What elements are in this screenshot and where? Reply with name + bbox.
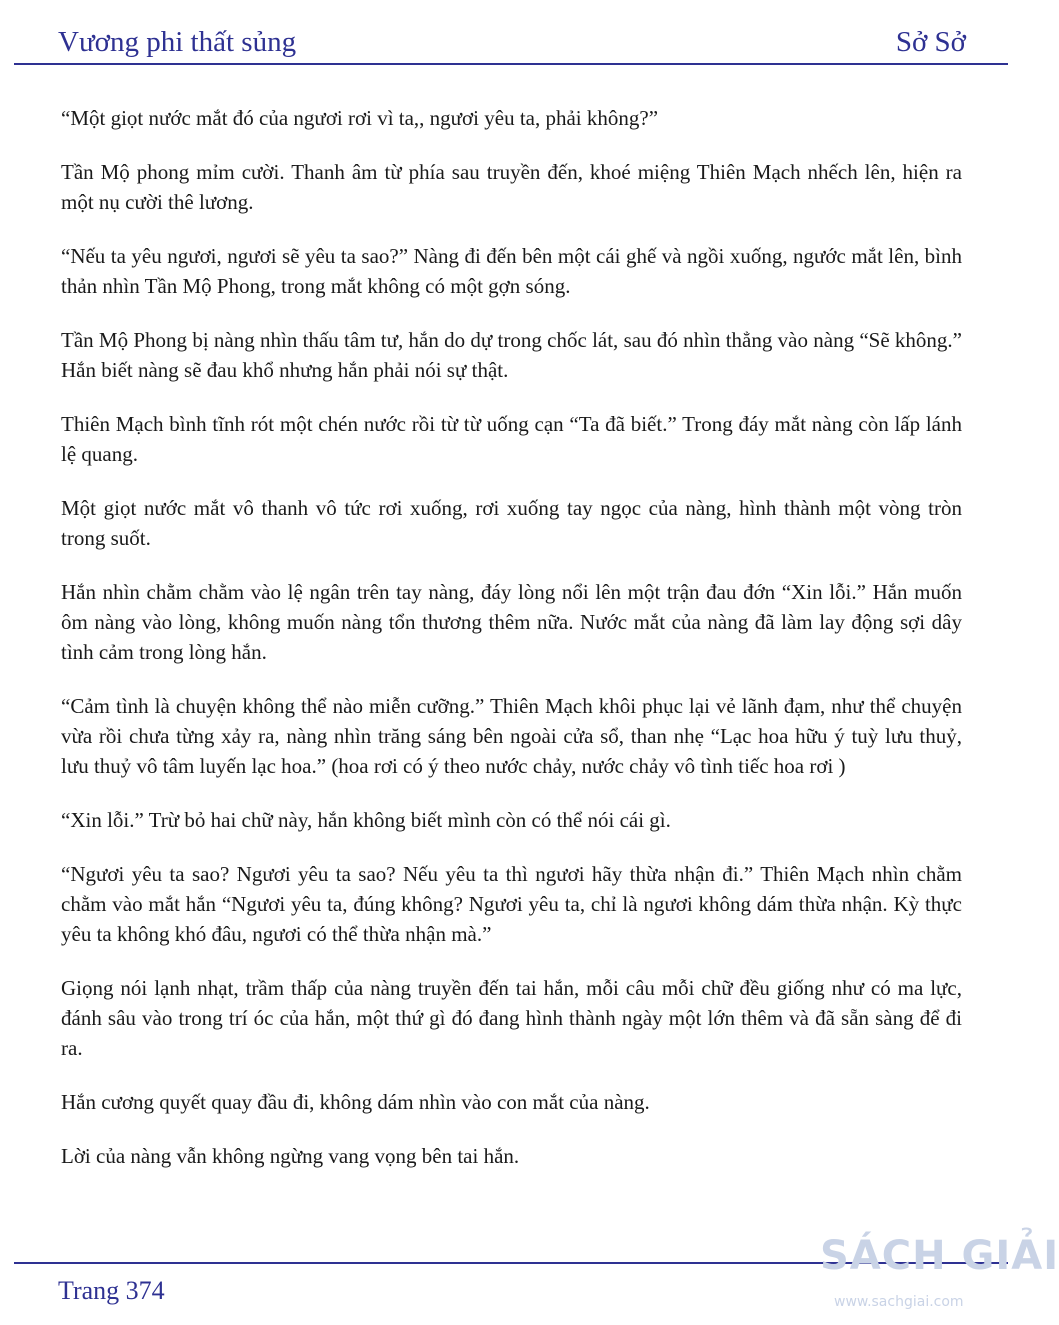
paragraph: Hắn cương quyết quay đầu đi, không dám nhìn vào con mắt của nàng.	[61, 1090, 650, 1114]
paragraph: Tần Mộ phong mỉm cười. Thanh âm từ phía sau truyền đến, khoé miệng Thiên Mạch nhếch lên, hiện ra một nụ cười thê lương.	[61, 160, 962, 214]
watermark-url: www.sachgiai.com	[834, 1294, 964, 1310]
paragraph: Hắn nhìn chằm chằm vào lệ ngân trên tay nàng, đáy lòng nổi lên một trận đau đớn “Xin lỗi.” Hắn muốn ôm nàng vào lòng, không muốn nàng tổn thương thêm nữa. Nước mắt của nàng đã làm lay động sợi dây tình cảm trong lòng hắn.	[61, 580, 962, 664]
page-number: Trang 374	[58, 1276, 165, 1305]
paragraph: “Xin lỗi.” Trừ bỏ hai chữ này, hắn không biết mình còn có thể nói cái gì.	[61, 808, 671, 832]
paragraph: Lời của nàng vẫn không ngừng vang vọng bên tai hắn.	[61, 1144, 520, 1168]
paragraph: Giọng nói lạnh nhạt, trầm thấp của nàng truyền đến tai hắn, mỗi câu mỗi chữ đều giống như có ma lực, đánh sâu vào trong trí óc của hắn, một thứ gì đó đang hình thành ngày một lớn thêm và đã sẵn sàng để đi ra.	[61, 976, 962, 1060]
paragraph: “Ngươi yêu ta sao? Ngươi yêu ta sao? Nếu yêu ta thì ngươi hãy thừa nhận đi.” Thiên Mạch nhìn chằm chằm vào mắt hắn “Ngươi yêu ta, đúng không? Ngươi yêu ta, chỉ là ngươi không dám thừa nhận. Kỳ thực yêu ta không khó đâu, ngươi có thể thừa nhận mà.”	[61, 862, 962, 946]
header-divider	[14, 63, 1008, 65]
page-header	[0, 0, 1024, 70]
watermark-logo-text: SÁCH GIẢI	[820, 1233, 1059, 1279]
paragraph: Một giọt nước mắt vô thanh vô tức rơi xuống, rơi xuống tay ngọc của nàng, hình thành một vòng tròn trong suốt.	[61, 496, 962, 550]
author-name: Sở Sở	[895, 26, 966, 58]
paragraph: “Cảm tình là chuyện không thể nào miễn cưỡng.” Thiên Mạch khôi phục lại vẻ lãnh đạm, như thể chuyện vừa rồi chưa từng xảy ra, nàng nhìn trăng sáng bên ngoài cửa sổ, than nhẹ “Lạc hoa hữu ý tuỳ lưu thuỷ, lưu thuỷ vô tâm luyến lạc hoa.” (hoa rơi có ý theo nước chảy, nước chảy vô tình tiếc hoa rơi )	[61, 694, 962, 778]
paragraph: “Nếu ta yêu ngươi, ngươi sẽ yêu ta sao?” Nàng đi đến bên một cái ghế và ngồi xuống, ngước mắt lên, bình thản nhìn Tần Mộ Phong, trong mắt không có một gợn sóng.	[61, 244, 962, 298]
book-title: Vương phi thất sủng	[58, 26, 297, 58]
paragraph: “Một giọt nước mắt đó của ngươi rơi vì ta,, ngươi yêu ta, phải không?”	[61, 106, 659, 130]
paragraph: Thiên Mạch bình tĩnh rót một chén nước rồi từ từ uống cạn “Ta đã biết.” Trong đáy mắt nàng còn lấp lánh lệ quang.	[61, 412, 962, 466]
body-text	[61, 103, 962, 1195]
watermark-logo	[820, 1232, 1059, 1320]
paragraph: Tần Mộ Phong bị nàng nhìn thấu tâm tư, hắn do dự trong chốc lát, sau đó nhìn thẳng vào nàng “Sẽ không.” Hắn biết nàng sẽ đau khổ nhưng hắn phải nói sự thật.	[61, 328, 962, 382]
